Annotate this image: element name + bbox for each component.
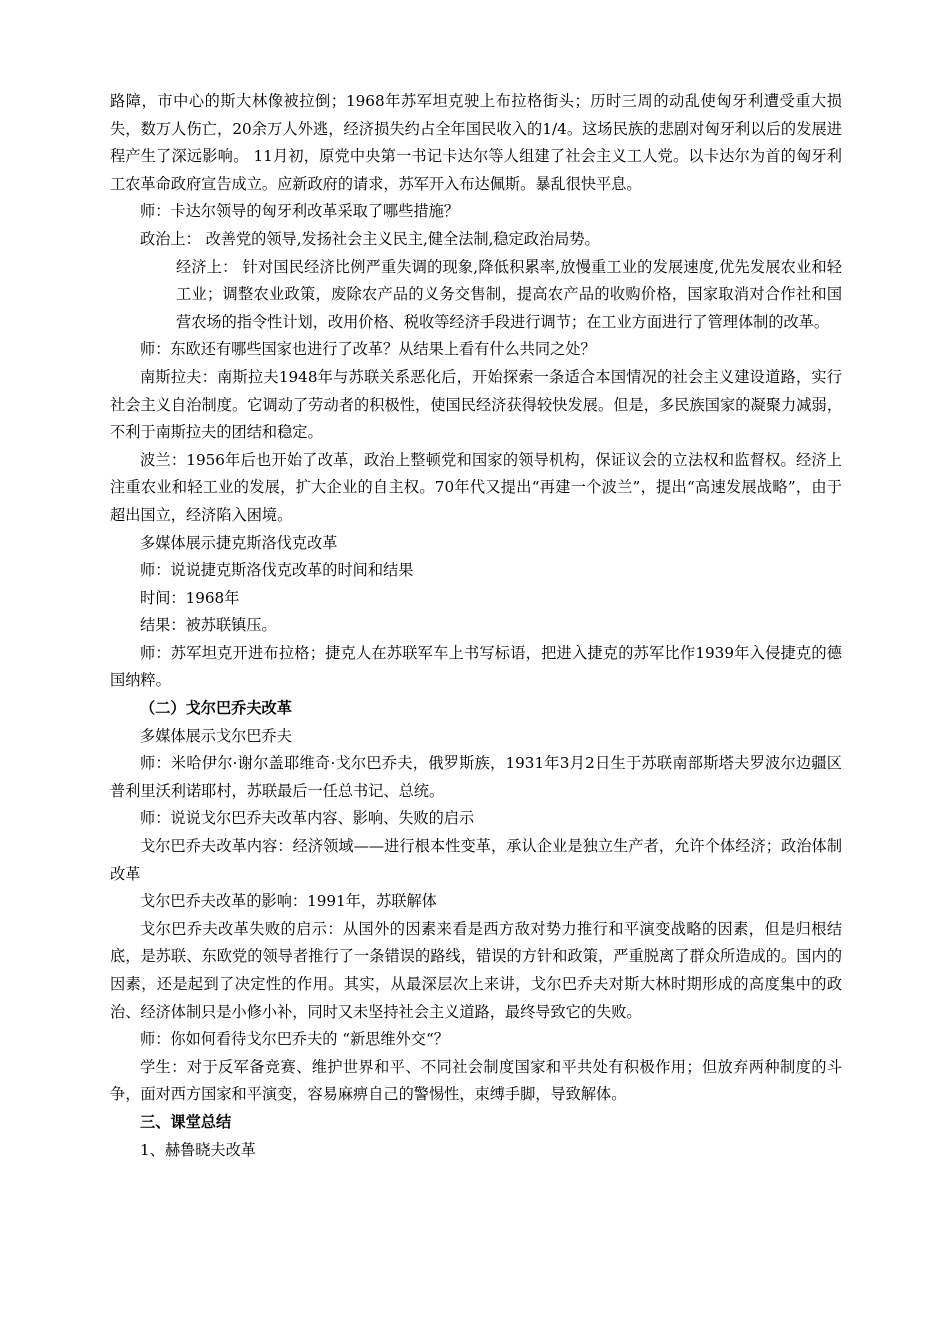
- paragraph-hungary-riot: 路障，市中心的斯大林像被拉倒；1968年苏军坦克驶上布拉格街头；历时三周的动乱使匈牙利遭受重大损失，数万人伤亡，20余万人外逃，经济损失约占全年国民收入的1/4。这场民族的悲剧对匈牙利以后的发展进程产生了深远影响。 11月初，原党中央第一书记卡达尔等人组建了社会主义工人党。以卡达尔为首的匈牙利工农革命政府宣告成立。应新政府的请求，苏军开入布达佩斯。暴乱很快平息。: [110, 92, 842, 193]
- section-heading-summary: 三、课堂总结: [140, 1112, 232, 1131]
- question-gorbachev-reform: 师：说说戈尔巴乔夫改革内容、影响、失败的启示: [140, 809, 475, 828]
- paragraph-poland: 波兰：1956年后也开始了改革，政治上整顿党和国家的领导机构，保证议会的立法权和监督权。经济上注重农业和轻工业的发展，扩大企业的自主权。70年代又提出“再建一个波兰”，提出“高速发展战略”，由于超出国立，经济陷入困境。: [110, 450, 842, 524]
- paragraph-gorbachev-bio: 师：米哈伊尔·谢尔盖耶维奇·戈尔巴乔夫，俄罗斯族，1931年3月2日生于苏联南部斯塔夫罗波尔边疆区普利里沃利诺耶村，苏联最后一任总书记、总统。: [110, 754, 842, 800]
- question-kadar-reform: 师：卡达尔领导的匈牙利改革采取了哪些措施？: [140, 202, 459, 221]
- paragraph-czech-time: 时间：1968年: [140, 588, 240, 607]
- question-czech-reform: 师：说说捷克斯洛伐克改革的时间和结果: [140, 561, 414, 580]
- paragraph-political-measures: 政治上： 改善党的领导,发扬社会主义民主,健全法制,稳定政治局势。: [140, 229, 600, 248]
- paragraph-prague-tanks: 师：苏军坦克开进布拉格；捷克人在苏联军车上书写标语，把进入捷克的苏军比作1939年入侵捷克的德国纳粹。: [110, 643, 842, 690]
- question-eastern-europe-reforms: 师：东欧还有哪些国家也进行了改革？从结果上看有什么共同之处？: [140, 340, 596, 359]
- paragraph-gorbachev-impact: 戈尔巴乔夫改革的影响：1991年，苏联解体: [140, 892, 437, 911]
- paragraph-economic-measures: 经济上： 针对国民经济比例严重失调的现象,降低积累率,放慢重工业的发展速度,优先发展农业和轻工业；调整农业政策，废除农产品的义务交售制，提高农产品的收购价格，国家取消对合作社和国营农场的指令性计划，改用价格、税收等经济手段进行调节；在工业方面进行了管理体制的改革。: [176, 257, 842, 331]
- paragraph-gorbachev-lessons: 戈尔巴乔夫改革失败的启示：从国外的因素来看是西方敌对势力推行和平演变战略的因素，但是归根结底，是苏联、东欧党的领导者推行了一条错误的路线，错误的方针和政策，严重脱离了群众所造成的。国内的因素，还是起到了决定性的作用。其实，从最深层次上来讲，戈尔巴乔夫对斯大林时期形成的高度集中的政治、经济体制只是小修小补，同时又未坚持社会主义道路，最终导致它的失败。: [110, 919, 842, 1021]
- list-item-khrushchev: 1、赫鲁晓夫改革: [140, 1140, 256, 1159]
- paragraph-yugoslavia: 南斯拉夫：南斯拉夫1948年与苏联关系恶化后，开始探索一条适合本国情况的社会主义建设道路，实行社会主义自治制度。它调动了劳动者的积极性，使国民经济获得较快发展。但是，多民族国家的凝聚力减弱，不利于南斯拉夫的团结和稳定。: [110, 367, 842, 442]
- paragraph-czech-result: 结果：被苏联镇压。: [140, 616, 277, 635]
- paragraph-student-answer: 学生：对于反军备竞赛、维护世界和平、不同社会制度国家和平共处有积极作用；但放弃两种制度的斗争，面对西方国家和平演变，容易麻痹自己的警惕性，束缚手脚，导致解体。: [110, 1057, 842, 1104]
- question-new-thinking: 师：你如何看待戈尔巴乔夫的 “新思维外交“？: [140, 1030, 449, 1049]
- document-body: [110, 88, 842, 1164]
- paragraph-gorbachev-content: 戈尔巴乔夫改革内容：经济领域——进行根本性变革，承认企业是独立生产者，允许个体经济；政治体制改革: [110, 837, 842, 883]
- paragraph-multimedia-gorbachev: 多媒体展示戈尔巴乔夫: [140, 726, 292, 745]
- paragraph-multimedia-czech: 多媒体展示捷克斯洛伐克改革: [140, 533, 338, 552]
- section-heading-gorbachev: （二）戈尔巴乔夫改革: [140, 699, 292, 718]
